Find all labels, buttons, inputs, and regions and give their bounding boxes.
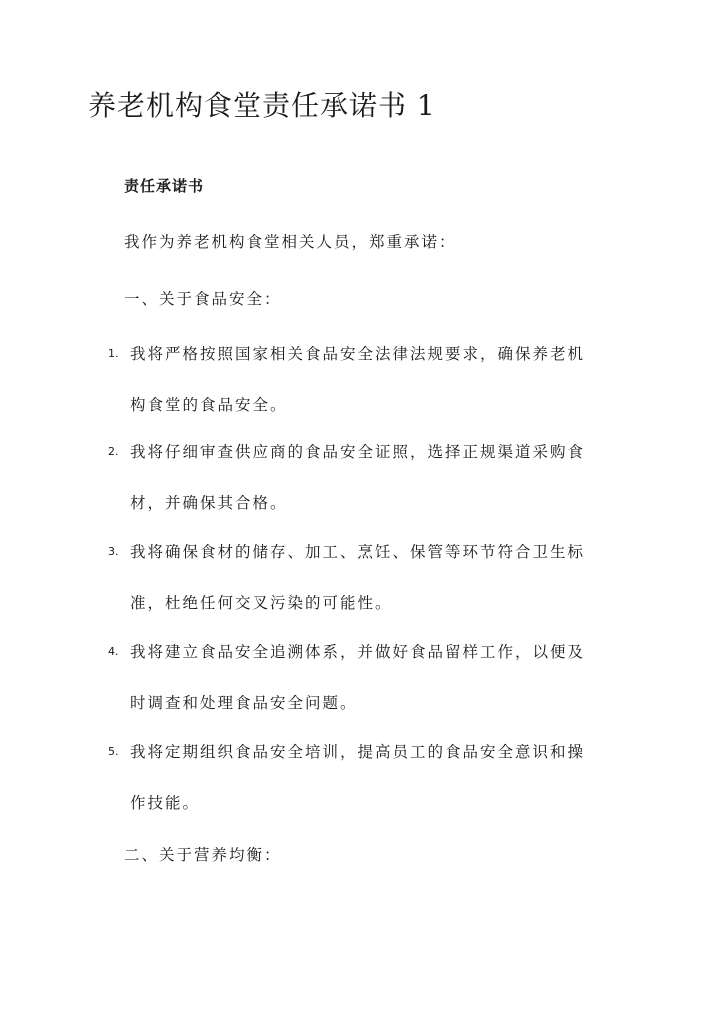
list-item-text: 构食堂的食品安全。 — [130, 396, 288, 414]
document-subtitle: 责任承诺书 — [124, 177, 205, 195]
intro-paragraph: 我作为养老机构食堂相关人员，郑重承诺： — [124, 233, 457, 251]
list-item-text: 我将建立食品安全追溯体系，并做好食品留样工作，以便及 — [130, 643, 586, 661]
list-item-text: 材，并确保其合格。 — [130, 494, 288, 512]
list-item-text: 我将确保食材的储存、加工、烹饪、保管等环节符合卫生标 — [130, 543, 586, 561]
list-item-text: 我将仔细审查供应商的食品安全证照，选择正规渠道采购食 — [130, 443, 586, 461]
list-item-number: 2. — [108, 445, 119, 458]
list-item-text: 作技能。 — [130, 794, 201, 812]
section-heading-nutrition: 二、关于营养均衡： — [124, 846, 282, 864]
list-item-number: 3. — [108, 545, 119, 558]
list-item-number: 5. — [108, 745, 119, 758]
list-item-text: 准，杜绝任何交叉污染的可能性。 — [130, 594, 393, 612]
list-item-text: 我将严格按照国家相关食品安全法律法规要求，确保养老机 — [130, 345, 586, 363]
document-title: 养老机构食堂责任承诺书 1 — [88, 89, 436, 122]
list-item-number: 1. — [108, 347, 119, 360]
list-item-number: 4. — [108, 645, 119, 658]
list-item-text: 时调查和处理食品安全问题。 — [130, 694, 358, 712]
section-heading-food-safety: 一、关于食品安全： — [124, 290, 282, 308]
list-item-text: 我将定期组织食品安全培训，提高员工的食品安全意识和操 — [130, 743, 586, 761]
